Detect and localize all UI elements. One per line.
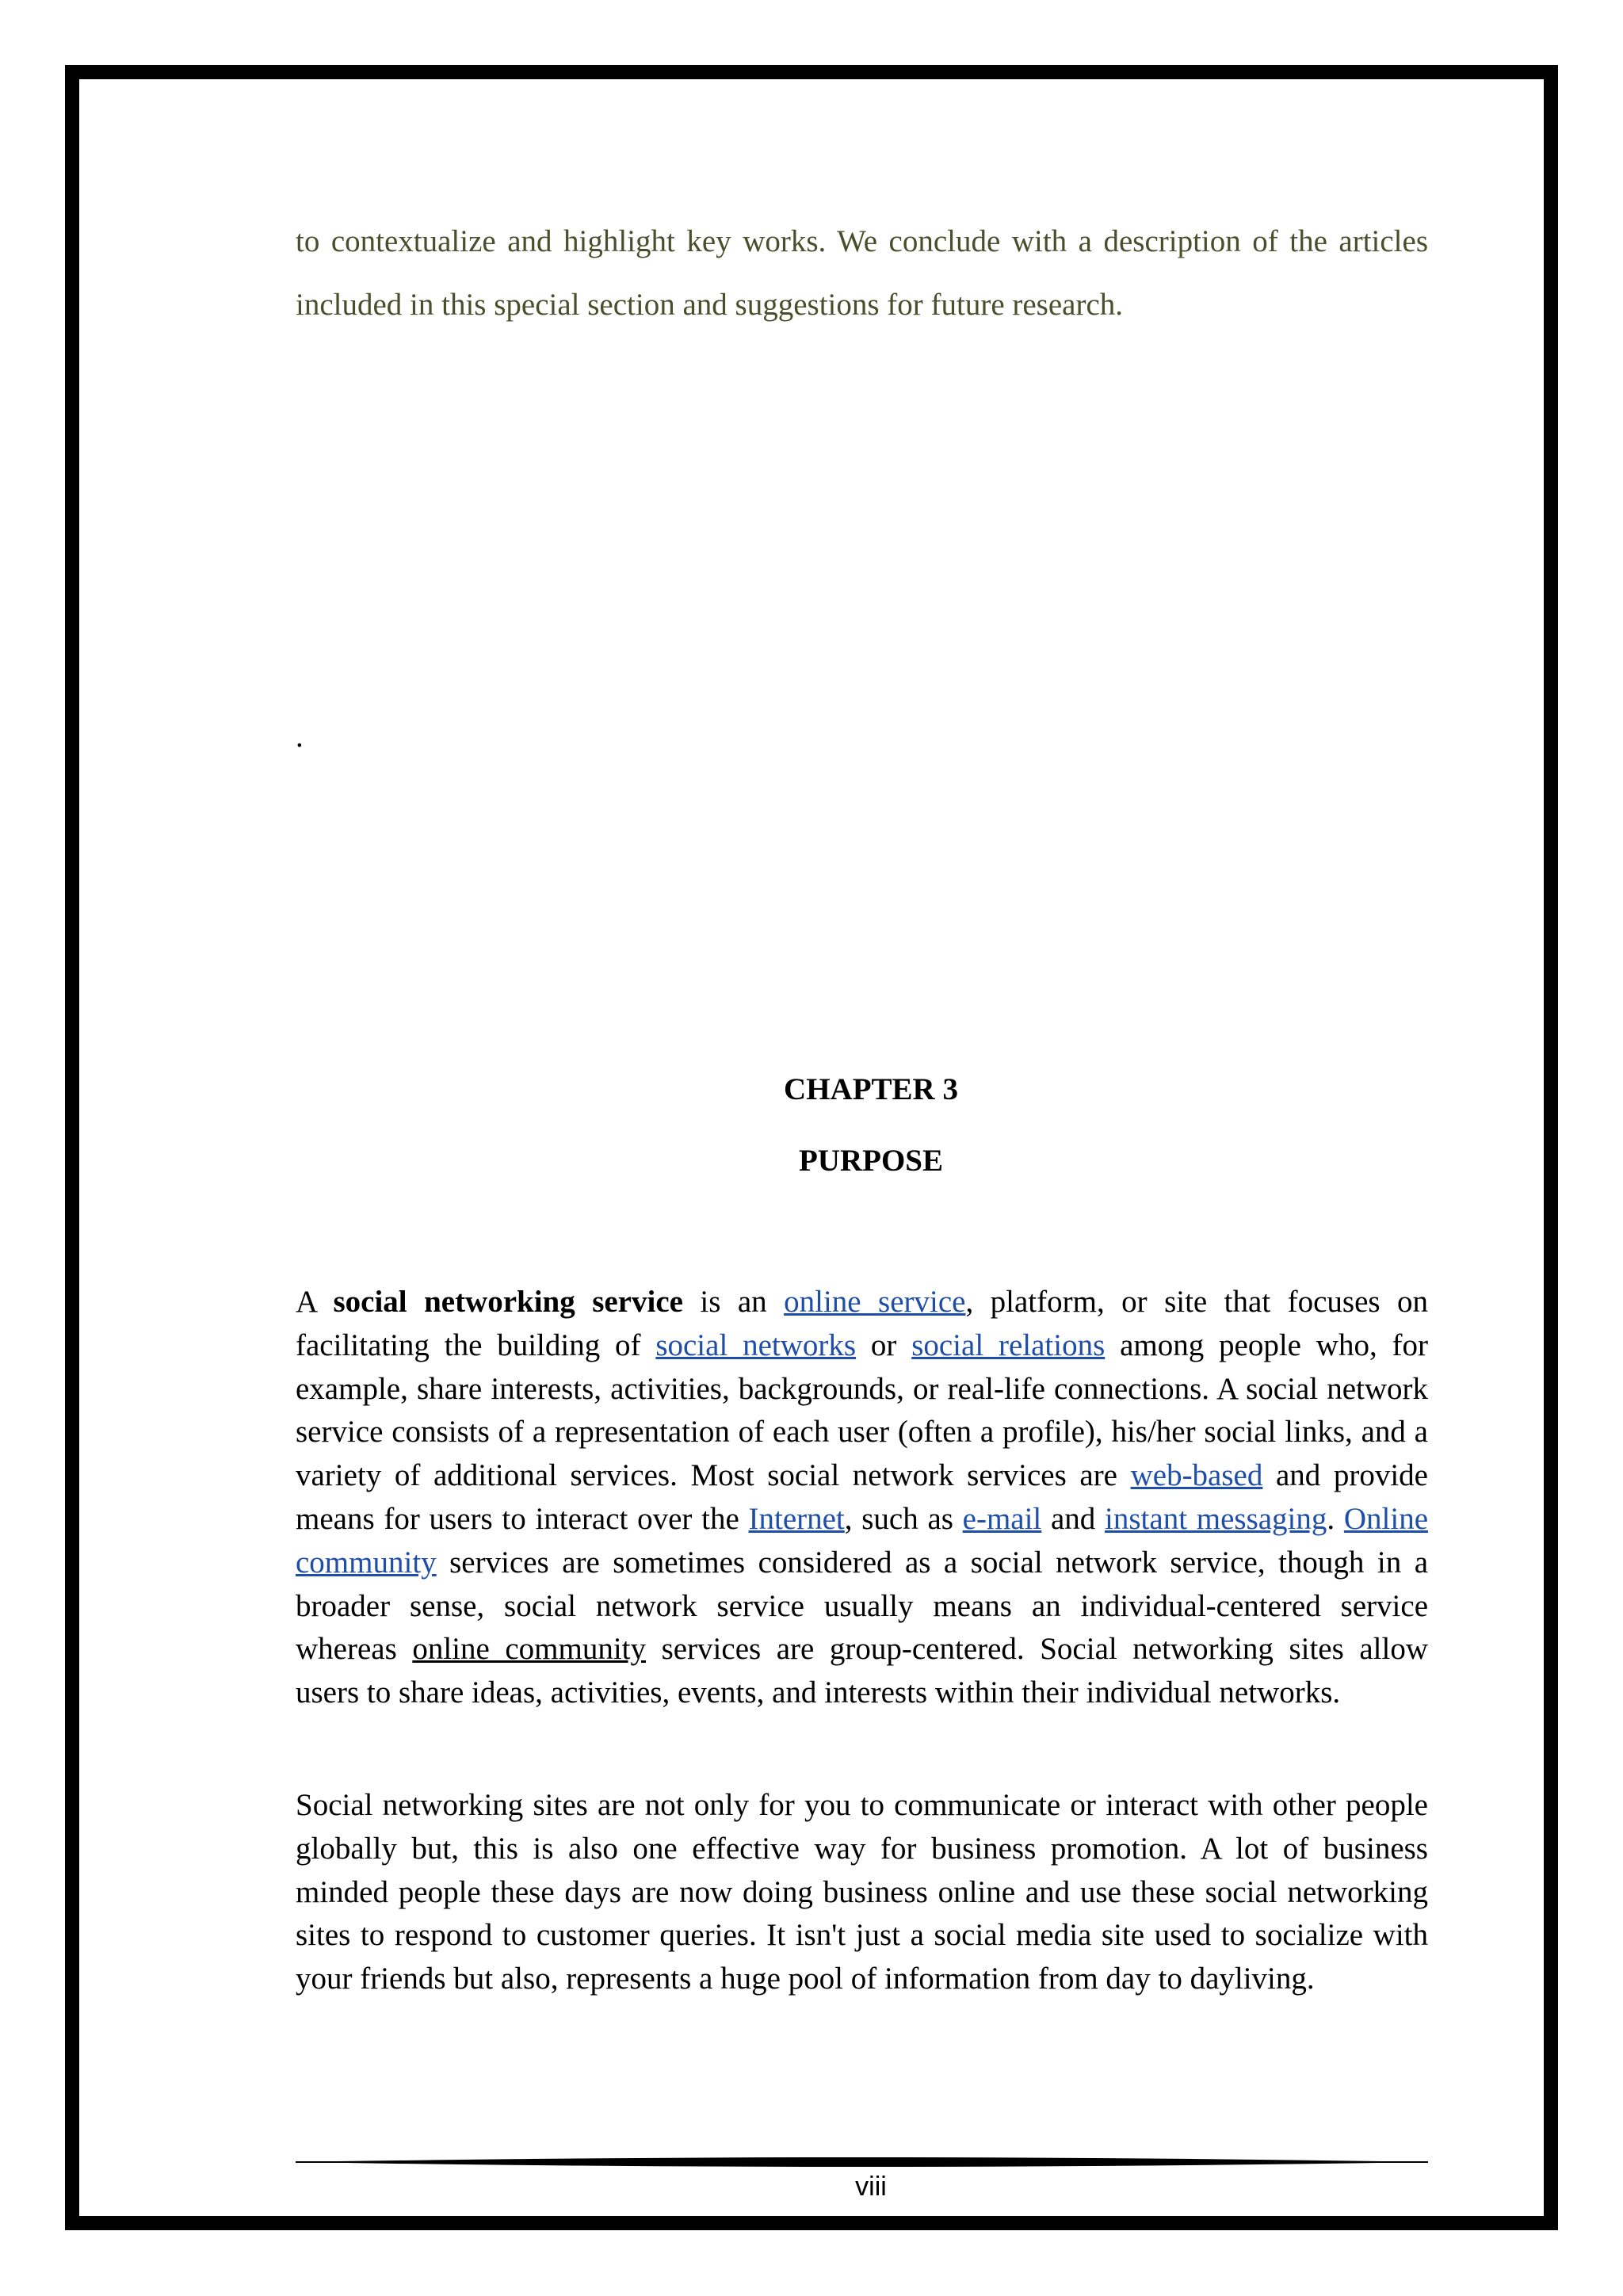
chapter-title: PURPOSE <box>798 1144 943 1178</box>
text-run: . <box>1327 1501 1344 1536</box>
text-run: services are sometimes considered as a social network service, though in a broader sense, social network service usually means an individual-centered service whereas <box>296 1545 1428 1667</box>
link-online-community[interactable]: Online community <box>296 1501 1429 1580</box>
text-run: , such as <box>844 1501 963 1536</box>
underlined-online-community: online community <box>412 1632 647 1667</box>
link-instant-messaging[interactable]: instant messaging <box>1105 1501 1327 1536</box>
text-run: and <box>1041 1501 1106 1536</box>
text-run: , platform, or site that focuses on facilitating the building of <box>296 1285 1429 1362</box>
text-run: or <box>856 1328 912 1362</box>
body-paragraph-1 <box>296 1281 1428 1715</box>
link-web-based[interactable]: web-based <box>1130 1458 1263 1493</box>
bold-term: social networking service <box>333 1285 683 1319</box>
body-paragraph-2: Social networking sites are not only for you to communicate or interact with other people globally but, this is also one effective way for business promotion. A lot of business minded people these days are now doing business online and use these social networking sites to respond to customer queries. It isn't just a social media site used to socialize with your friends but also, represents a huge pool of information from day to dayliving. <box>296 1788 1428 1996</box>
chapter-number: CHAPTER 3 <box>784 1072 958 1106</box>
text-run: services are group-centered. Social networking sites allow users to share ideas, activities, events, and interests within their individual networks. <box>296 1632 1428 1710</box>
link-email[interactable]: e-mail <box>962 1501 1042 1536</box>
link-social-relations[interactable]: social relations <box>911 1328 1106 1362</box>
page-number: viii <box>855 2172 887 2202</box>
link-online-service[interactable]: online service <box>784 1285 966 1319</box>
link-social-networks[interactable]: social networks <box>655 1328 857 1362</box>
text-run: is an <box>682 1285 785 1319</box>
stray-dot: . <box>296 720 304 754</box>
text-run: and provide means for users to interact over the <box>296 1458 1428 1536</box>
text-run: among people who, for example, share interests, activities, backgrounds, or real-life connections. A social network service consists of a representation of each user (often a profile), his/her social links, and a variety of additional services. Most social network services are <box>296 1328 1428 1493</box>
link-internet[interactable]: Internet <box>748 1501 845 1536</box>
text-run: A <box>296 1285 334 1319</box>
footer-rule <box>296 2154 1428 2170</box>
intro-paragraph: to contextualize and highlight key works. We conclude with a description of the articles included in this special section and suggestions for future research. <box>296 224 1428 322</box>
